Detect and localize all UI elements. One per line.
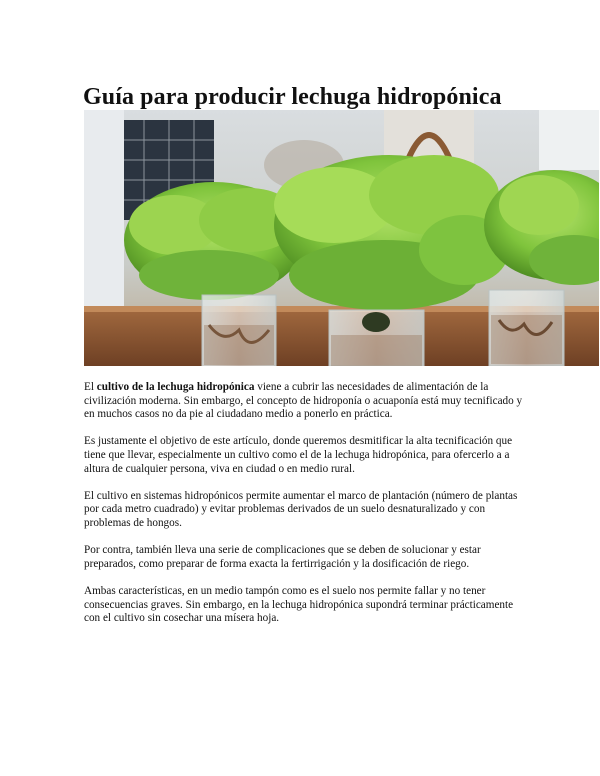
bold-term: cultivo de la lechuga hidropónica [96,381,255,393]
lettuce-photo [84,110,599,366]
paragraph-complications: Por contra, también lleva una serie de complicaciones que se deben de solucionar y estar preparados, como preparar de forma exacta la fertirrigación y la dosificación de riego. [84,544,481,570]
article-body [84,381,524,639]
paragraph-intro: El cultivo de la lechuga hidropónica viene a cubrir las necesidades de alimentación de la civilización moderna. Sin embargo, el concepto de hidroponía o acuaponía está muy tecnificado y en muchos casos no da pie al ciudadano medio a ponerlo en práctica. [84,381,523,421]
paragraph-objective: Es justamente el objetivo de este artículo, donde queremos desmitificar la alta tecnificación que tiene que llevar, especialmente un cultivo como el de la lechuga hidropónica, para ofercerlo a a altura de cualquier persona, viva en ciudad o en medio rural. [84,435,513,475]
paragraph-benefits: El cultivo en sistemas hidropónicos permite aumentar el marco de plantación (número de plantas por cada metro cuadrado) y evitar problemas derivados de un suelo desnaturalizado y con problemas de hongos. [84,489,518,529]
page-title: Guía para producir lechuga hidropónica [83,84,502,111]
paragraph-conclusion: Ambas características, en un medio tampón como es el suelo nos permite fallar y no tener consecuencias graves. Sin embargo, en la lechuga hidropónica supondrá terminar prácticamente con el cultivo sin cosechar una mísera hoja. [84,584,514,625]
